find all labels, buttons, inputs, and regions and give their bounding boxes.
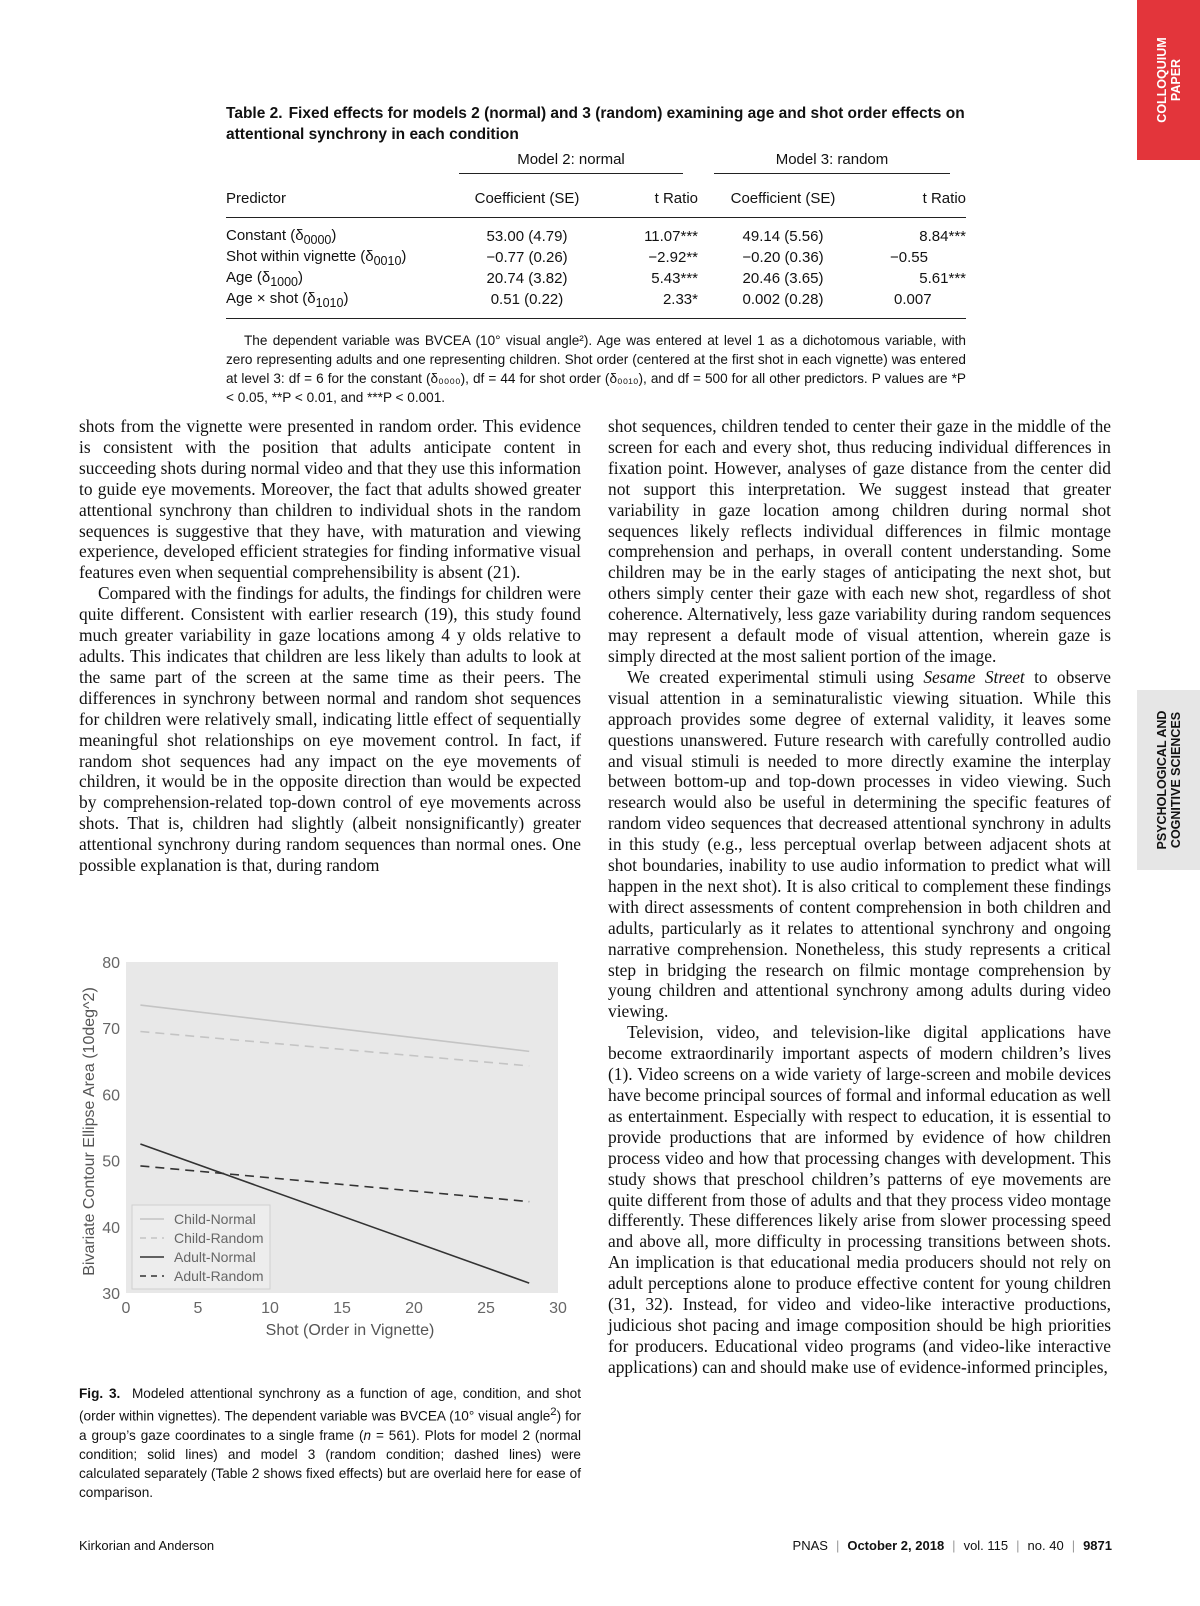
legend-label: Child-Random [174,1230,264,1246]
group-header-model3: Model 3: random [698,151,966,178]
body-right-column [608,416,1111,1378]
t-cell: −0.55 [890,249,928,266]
col-header-t-2: t Ratio [868,178,966,218]
coef-cell: 20.46 (3.65) [742,270,824,287]
table-2 [226,103,966,407]
fig3-caption: Fig. 3. Modeled attentional synchrony as a function of age, condition, and shot (order within vignettes). The dependent variable was BVCEA (10° visual angle$^2$) for a group’s gaze coordinates to a single frame (n = 561). Plots for model 2 (normal condition; solid lines) and model 3 (random condition; dashed lines) were calculated separately (Table 2 shows fixed effects) but are overlaid here for ease of comparison. [79,1386,582,1500]
coef-cell: 49.14 (5.56) [742,228,824,245]
t-cell: −2.92** [648,249,698,266]
footer-citation: PNAS | October 2, 2018 | vol. 115 | no. 40 | 9871 [792,1538,1112,1553]
fig3-chart [70,950,590,1350]
y-axis-label: Bivariate Contour Ellipse Area (10deg^2) [81,987,98,1276]
show-title: Sesame Street [923,666,1025,687]
table-row: Constant $(\delta_{0000})$ 53.00 (4.79) 11.07*** 49.14 (5.56) 8.84*** [226,218,966,248]
page-number: 9871 [1083,1538,1112,1553]
fixed-effects-table [226,151,966,319]
legend-label: Child-Normal [174,1211,256,1227]
x-axis-label: Shot (Order in Vignette) [265,1322,435,1339]
y-tick-label: 50 [102,1153,120,1171]
coef-cell: −0.20 (0.36) [742,249,824,266]
x-tick-label: 0 [121,1300,131,1317]
coef-cell: 53.00 (4.79) [486,228,568,245]
y-tick-label: 40 [102,1219,120,1237]
t-cell: 11.07*** [644,228,698,245]
tab-line-2: PAPER [1168,58,1183,102]
predictor-name: Age (δ [226,268,271,286]
issue-date: October 2, 2018 [847,1538,945,1553]
table-note: The dependent variable was BVCEA (10° visual angle²). Age was entered at level 1 as a dichotomous variable, with zero representing adults and one representing children. Shot order (centered at the first shot in each vignette) was entered at level 3: df = 6 for the constant (δ₀₀₀₀), df = 44 for shot order (δ₀₀₁₀), and df = 500 for all other predictors. P values are *P < 0.05, **P < 0.01, and ***P < 0.001. [226,333,966,405]
journal-name: PNAS [792,1538,828,1553]
section-tab-line-2: COGNITIVE SCIENCES [1168,711,1183,849]
paragraph: shots from the vignette were presented in random order. This evidence is consistent with the position that adults anticipate content in succeeding shots during normal video and that they use this information to guide eye movements. Moreover, the fact that adults showed greater attentional synchrony than children to individual shots in the random sequences is suggestive that they have, with maturation and viewing experience, developed efficient strategies for finding informative visual features even when sequential comprehensibility is absent (21). [79,416,581,583]
y-tick-label: 60 [102,1087,120,1105]
x-tick-label: 15 [333,1300,351,1317]
issue-number: no. 40 [1027,1538,1064,1553]
x-tick-label: 25 [477,1300,495,1317]
paragraph: We created experimental stimuli using Sesame Street to observe visual attention in a seminaturalistic viewing situation. While this approach provides some degree of external validity, it leaves some questions unanswered. Future research with carefully controlled audio and visual stimuli is needed to more directly examine the interplay between bottom-up and top-down processes in video viewing. Such research would also be useful in determining the specific features of random video sequences that decreased attentional synchrony in adults in this study (e.g., less perceptual overlap between adjacent shots at shot boundaries, inability to use audio information to predict what will happen in the next shot). It is also critical to complement these findings with direct assessments of content comprehension in both children and adults, particularly as it relates to attentional synchrony and ongoing narrative comprehension. Nonetheless, this study represents a critical step in bridging the research on filmic montage comprehension by young children and attentional synchrony among adults during video viewing. [608,666,1112,1022]
x-tick-label: 5 [193,1300,203,1317]
volume: vol. 115 [963,1538,1009,1553]
group-header-model2: Model 2: normal [444,151,698,178]
predictor-name: Age × shot (δ [226,289,316,307]
paragraph: shot sequences, children tended to center their gaze in the middle of the screen for each and every shot, thus reducing individual differences in fixation point. However, analyses of gaze distance from the center did not support this interpretation. We suggest instead that greater variability in gaze location among children during normal shot sequences likely reflects individual differences in filmic montage comprehension and perhaps, in overall content understanding. Some children may be in the early stages of anticipating the next shot, but others simply center their gaze with each new shot, regardless of shot coherence. Alternatively, less gaze variability during random sequences may represent a default mode of visual attention, wherein gaze is simply directed at the most salient portion of the image. [608,416,1111,666]
fig-label: Fig. 3. [79,1386,121,1401]
section-tab [1137,690,1200,870]
table-label: Table 2. [226,105,283,122]
table-title: Fixed effects for models 2 (normal) and 3 (random) examining age and shot order effects on attentional synchrony in each condition [226,105,965,143]
legend-label: Adult-Normal [174,1249,256,1265]
table-row: Age × shot $(\delta_{1010})$ 0.51 (0.22) 2.33* 0.002 (0.28) 0.007 [226,289,966,319]
col-header-predictor: Predictor [226,178,444,218]
paragraph: Compared with the findings for adults, the findings for children were quite different. Consistent with earlier research (19), this study found much greater variability in gaze locations among 4 y olds relative to adults. This indicates that children are less likely than adults to look at the same part of the screen at the same time as their peers. The differences in synchrony between normal and random shot sequences for children were relatively small, indicating little effect of sequentially meaningful shot relationships on eye movement control. In fact, if random shot sequences had any impact on the eye movements of children, it would be in the opposite direction than would be expected by comprehension-related top-down control of eye movements across shots. That is, children had slightly (albeit nonsignificantly) greater attentional synchrony during random sequences than normal ones. One possible explanation is that, during random [79,583,581,876]
coef-cell: 0.51 (0.22) [444,289,610,319]
coef-cell: −0.77 (0.26) [486,249,568,266]
table-row: Age $(\delta_{1000})$ 20.74 (3.82) 5.43*** 20.46 (3.65) 5.61*** [226,268,966,289]
x-tick-label: 10 [261,1300,279,1317]
paragraph: Television, video, and television-like digital applications have become extraordinarily important aspects of modern children’s lives (1). Video screens on a wide variety of large-screen and mobile devices have become principal sources of formal and informal education as well as entertainment. Especially with respect to education, it is essential to provide productions that are informed by evidence of how children process video and how that processing changes with development. This study shows that preschool children’s patterns of eye movements are quite different from those of adults and that they process video montage differently. These differences likely arise from slower processing speed and above all, more difficulty in processing transitions between shots. An implication is that educational media producers should not rely on adult perceptions alone to produce effective content for young children (31, 32). Instead, for video and video-like interactive productions, judicious shot pacing and image composition should be high priorities for producers. Educational video programs (and video-like interactive applications) can and should make use of evidence-informed principles, [608,1022,1111,1377]
y-tick-label: 30 [102,1286,120,1303]
footer-authors: Kirkorian and Anderson [79,1538,215,1553]
table-row: Shot within vignette $(\delta_{0010})$ −0.77 (0.26) −2.92** −0.20 (0.36) −0.55 [226,247,966,268]
predictor-name: Constant (δ [226,226,304,244]
col-header-t-1: t Ratio [610,178,698,218]
section-tab-line-1: PSYCHOLOGICAL AND [1154,710,1169,850]
predictor-name: Shot within vignette (δ [226,247,374,265]
body-left-column [79,416,581,876]
col-header-coef-1: Coefficient (SE) [444,178,610,218]
tab-line-1: COLLOQUIUM [1154,37,1169,123]
colloquium-paper-tab [1137,0,1200,160]
t-cell: 5.61*** [919,270,966,287]
t-cell: 8.84*** [919,228,966,245]
table-caption [226,103,966,145]
y-tick-label: 80 [102,955,120,972]
x-tick-label: 30 [549,1300,567,1317]
y-tick-label: 70 [102,1021,120,1039]
x-tick-label: 20 [405,1300,423,1317]
coef-cell: 0.002 (0.28) [698,289,868,319]
t-cell: 0.007 [868,289,966,319]
legend-label: Adult-Random [174,1268,264,1284]
col-header-coef-2: Coefficient (SE) [698,178,868,218]
t-cell: 5.43*** [651,270,698,287]
coef-cell: 20.74 (3.82) [486,270,568,287]
t-cell: 2.33* [610,289,698,319]
